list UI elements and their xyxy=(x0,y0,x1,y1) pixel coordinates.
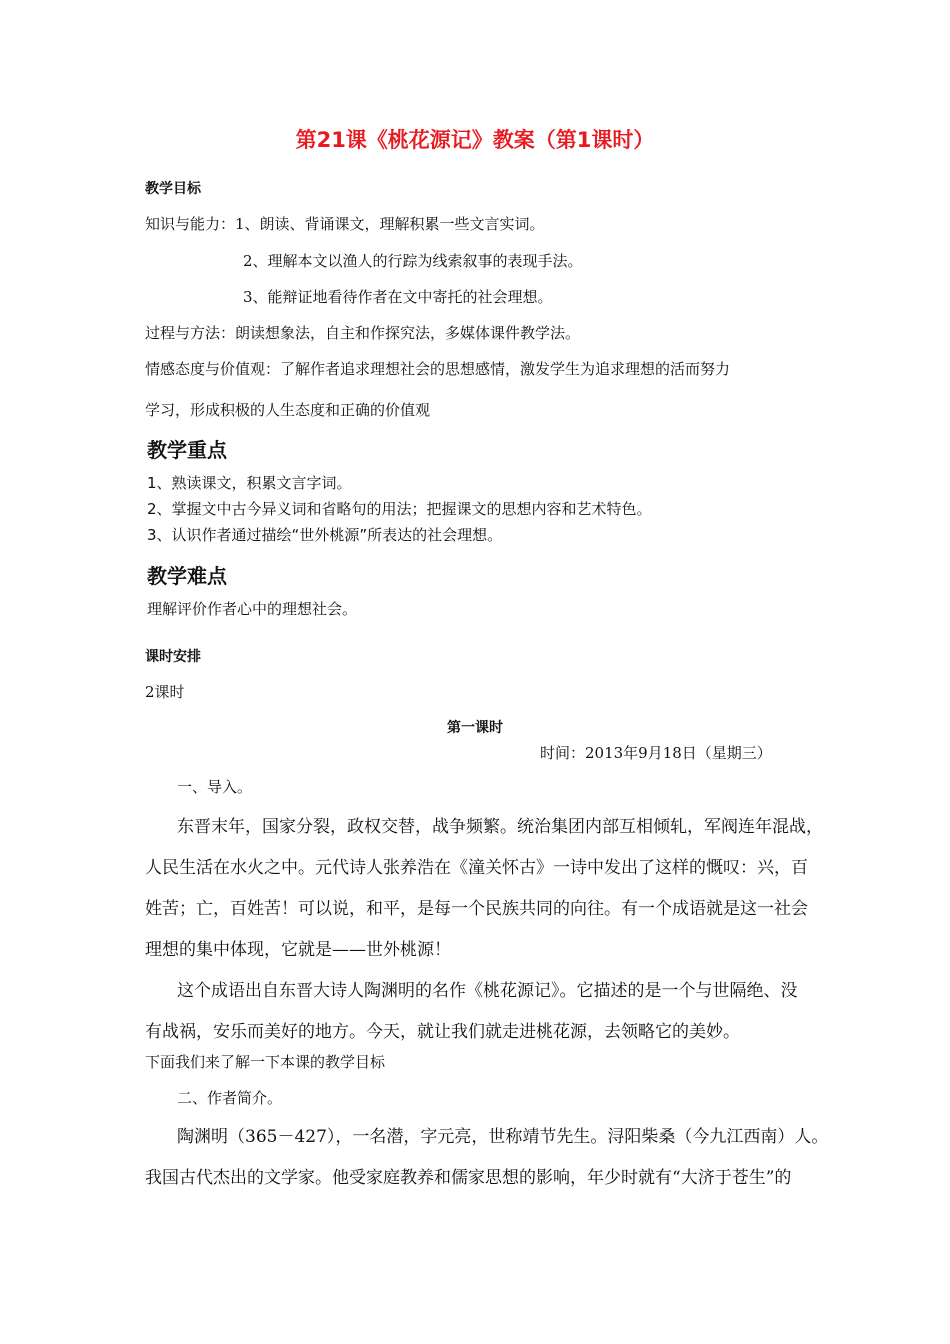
transition-line: 下面我们来了解一下本课的教学目标 xyxy=(145,1053,386,1071)
author-heading: 二、作者简介。 xyxy=(177,1089,283,1107)
goals-heading: 教学目标 xyxy=(145,181,201,197)
key-point-3: 3、认识作者通过描绘“世外桃源”所表达的社会理想。 xyxy=(147,526,503,544)
idiom-paragraph-line2: 有战祸，安乐而美好的地方。今天，就让我们就走进桃花源，去领略它的美妙。 xyxy=(145,1022,740,1042)
lesson1-heading: 第一课时 xyxy=(447,720,503,736)
goals-process: 过程与方法：朗读想象法，自主和作探究法，多媒体课件教学法。 xyxy=(145,324,581,342)
schedule-text: 2课时 xyxy=(145,683,185,701)
goals-emotion-line2: 学习，形成积极的人生态度和正确的价值观 xyxy=(145,401,431,419)
difficulty-text: 理解评价作者心中的理想社会。 xyxy=(147,600,358,618)
goals-knowledge-3: 3、能辩证地看待作者在文中寄托的社会理想。 xyxy=(243,288,553,306)
intro-heading: 一、导入。 xyxy=(177,778,253,796)
idiom-paragraph-line1: 这个成语出自东晋大诗人陶渊明的名作《桃花源记》。它描述的是一个与世隔绝、没 xyxy=(177,981,798,1001)
intro-paragraph-line3: 姓苦；亡，百姓苦！可以说，和平，是每一个民族共同的向往。有一个成语就是这一社会 xyxy=(145,899,808,919)
goals-emotion-line1: 情感态度与价值观：了解作者追求理想社会的思想感情，激发学生为追求理想的活而努力 xyxy=(145,360,731,378)
author-paragraph-line2: 我国古代杰出的文学家。他受家庭教养和儒家思想的影响，年少时就有“大济于苍生”的 xyxy=(145,1168,792,1188)
intro-paragraph-line2: 人民生活在水火之中。元代诗人张养浩在《潼关怀古》一诗中发出了这样的慨叹：兴，百 xyxy=(145,858,808,878)
key-points-heading: 教学重点 xyxy=(147,438,227,462)
document-title: 第21课《桃花源记》教案（第1课时） xyxy=(295,128,655,152)
key-point-2: 2、掌握文中古今异义词和省略句的用法；把握课文的思想内容和艺术特色。 xyxy=(147,500,652,518)
goals-knowledge-1: 知识与能力：1、朗读、背诵课文，理解积累一些文言实词。 xyxy=(145,215,545,233)
intro-paragraph-line1: 东晋末年，国家分裂，政权交替，战争频繁。统治集团内部互相倾轧，军阀连年混战， xyxy=(177,817,823,837)
schedule-heading: 课时安排 xyxy=(145,649,201,665)
author-paragraph-line1: 陶渊明（365－427），一名潜，字元亮，世称靖节先生。浔阳柴桑（今九江西南）人。 xyxy=(177,1127,829,1147)
goals-knowledge-2: 2、理解本文以渔人的行踪为线索叙事的表现手法。 xyxy=(243,252,583,270)
intro-paragraph-line4: 理想的集中体现，它就是——世外桃源！ xyxy=(145,940,451,960)
key-point-1: 1、熟读课文，积累文言字词。 xyxy=(147,474,352,492)
difficulty-heading: 教学难点 xyxy=(147,564,227,588)
lesson1-date: 时间：2013年9月18日（星期三） xyxy=(540,744,772,762)
